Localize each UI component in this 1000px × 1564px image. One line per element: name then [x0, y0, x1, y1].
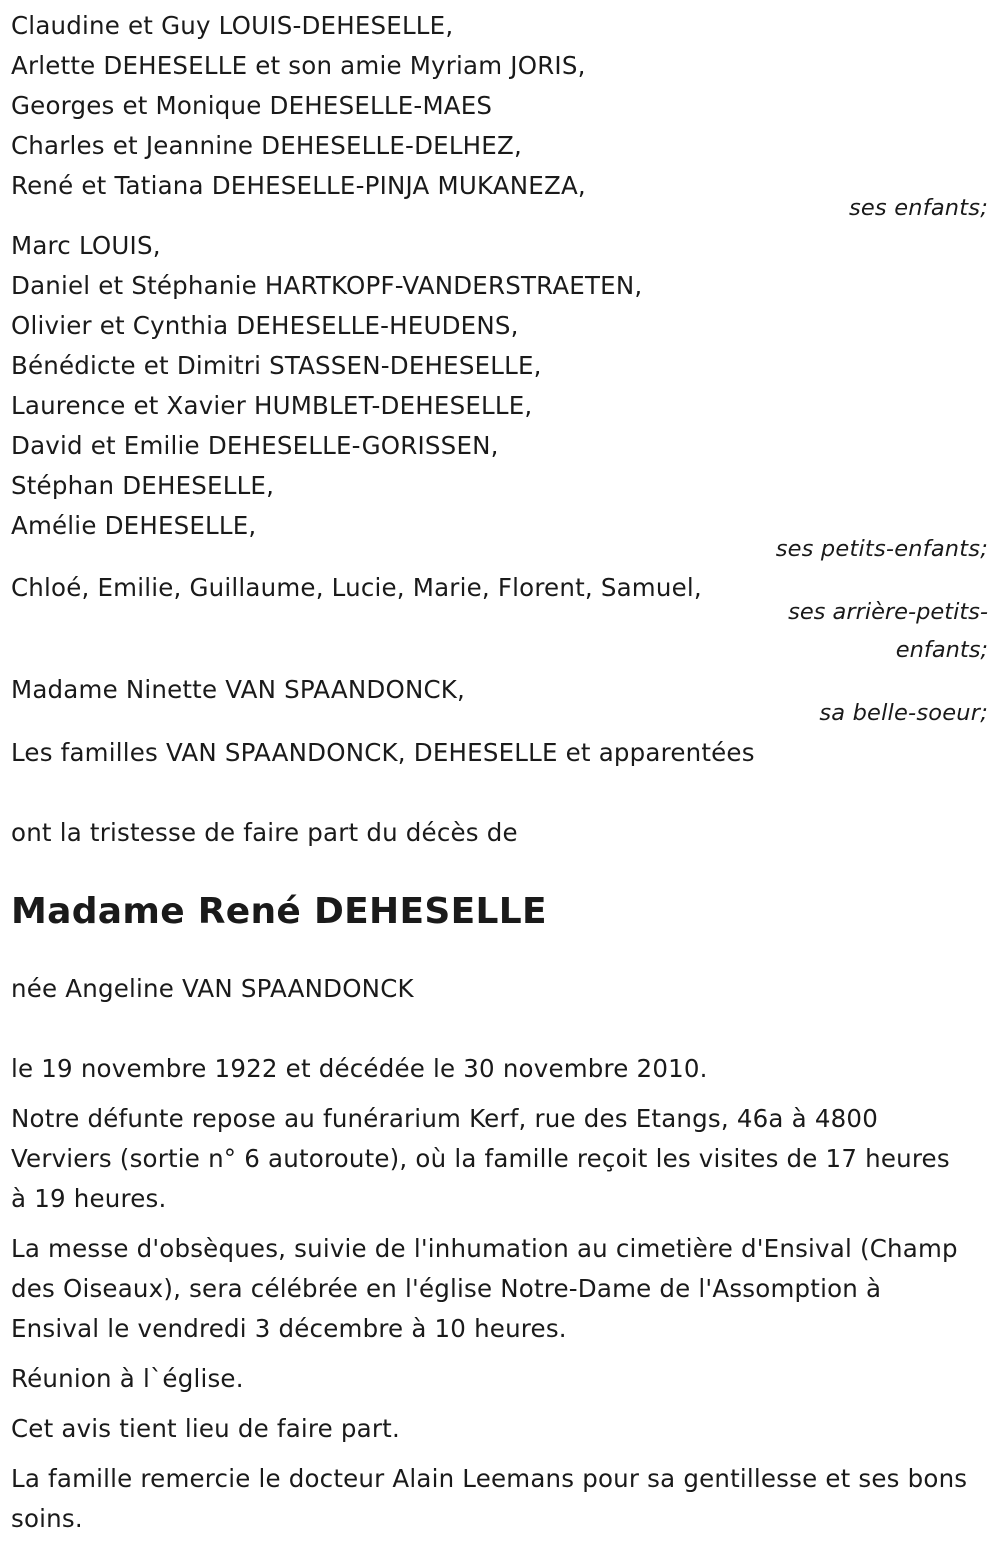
grandchildren-list [11, 226, 990, 546]
great-grandchildren-role-line1: ses arrière-petits- [788, 599, 988, 625]
thanks-paragraph: La famille remercie le docteur Alain Leemans pour sa gentillesse et ses bons soins. [11, 1464, 968, 1533]
family-line: Arlette DEHESELLE et son amie Myriam JORIS, [11, 51, 586, 80]
sister-in-law-role: sa belle-soeur; [819, 700, 988, 726]
great-grandchildren-role-line2: enfants; [895, 637, 988, 663]
families-line: Les familles VAN SPAANDONCK, DEHESELLE et apparentées [11, 738, 755, 767]
family-line: Marc LOUIS, [11, 231, 161, 260]
family-line: Daniel et Stéphanie HARTKOPF-VANDERSTRAETEN, [11, 271, 643, 300]
dates-line: le 19 novembre 1922 et décédée le 30 novembre 2010. [11, 1054, 708, 1083]
family-line: Laurence et Xavier HUMBLET-DEHESELLE, [11, 391, 533, 420]
maiden-name: née Angeline VAN SPAANDONCK [11, 974, 414, 1003]
family-line: David et Emilie DEHESELLE-GORISSEN, [11, 431, 499, 460]
grandchildren-role: ses petits-enfants; [775, 536, 988, 562]
children-list [11, 6, 990, 206]
family-line: Georges et Monique DEHESELLE-MAES [11, 91, 493, 120]
family-line: Bénédicte et Dimitri STASSEN-DEHESELLE, [11, 351, 542, 380]
deceased-name: Madame René DEHESELLE [11, 891, 547, 932]
meeting-paragraph: Réunion à l`église. [11, 1364, 244, 1393]
family-line: Claudine et Guy LOUIS-DEHESELLE, [11, 11, 454, 40]
family-line: Amélie DEHESELLE, [11, 511, 257, 540]
family-line: René et Tatiana DEHESELLE-PINJA MUKANEZA, [11, 171, 586, 200]
notice-paragraph: Cet avis tient lieu de faire part. [11, 1414, 400, 1443]
sister-in-law-line: Madame Ninette VAN SPAANDONCK, [11, 675, 466, 704]
family-line: Olivier et Cynthia DEHESELLE-HEUDENS, [11, 311, 519, 340]
funeral-paragraph: La messe d'obsèques, suivie de l'inhumation au cimetière d'Ensival (Champ des Oiseaux), sera célébrée en l'église Notre-Dame de l'Assomption à Ensival le vendredi 3 décembre à 10 heures. [11, 1234, 958, 1343]
announcement-line: ont la tristesse de faire part du décès de [11, 818, 518, 847]
children-role: ses enfants; [848, 195, 988, 221]
family-line: Charles et Jeannine DEHESELLE-DELHEZ, [11, 131, 522, 160]
family-line: Stéphan DEHESELLE, [11, 471, 275, 500]
great-grandchildren-line: Chloé, Emilie, Guillaume, Lucie, Marie, Florent, Samuel, [11, 573, 702, 602]
visitation-paragraph: Notre défunte repose au funérarium Kerf, rue des Etangs, 46a à 4800 Verviers (sortie n° 6 autoroute), où la famille reçoit les visites de 17 heures à 19 heures. [11, 1104, 950, 1213]
